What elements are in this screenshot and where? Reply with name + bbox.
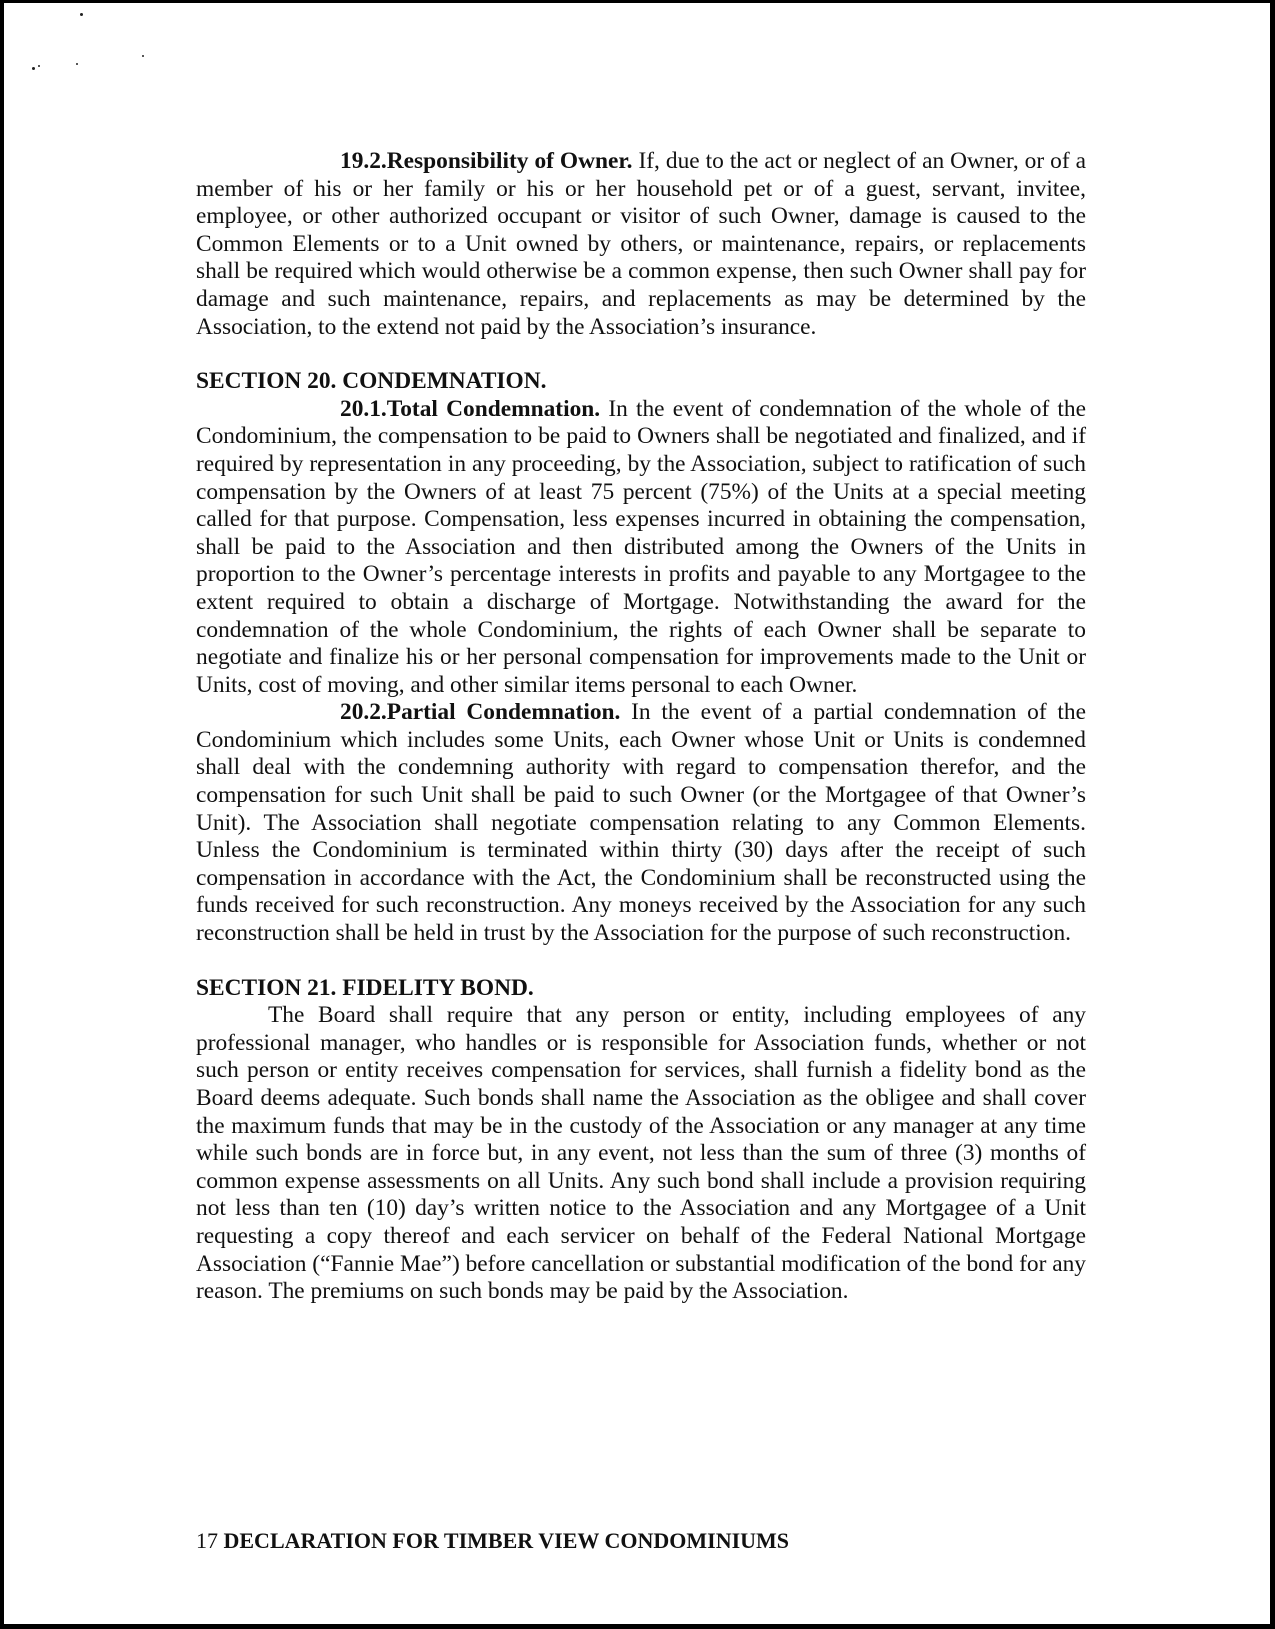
scan-speck [38, 65, 40, 67]
paragraph-text: In the event of a partial condemnation of the Condominium which includes some Units, each Owner whose Unit or Units is condemned shall deal with the condemning authority with regard to compensation therefor, and the compensation for such Unit shall be paid to such Owner (or the Mortgagee of that Owner’s Unit). The Association shall negotiate compensation relating to any Common Elements. Unless the Condominium is terminated within thirty (30) days after the receipt of such compensation in accordance with the Act, the Condominium shall be reconstructed using the funds received for such reconstruction. Any moneys received by the Association for any such reconstruction shall be held in trust by the Association for the purpose of such reconstruction. [196, 699, 1086, 947]
scan-speck [142, 55, 144, 57]
document-title: DECLARATION FOR TIMBER VIEW CONDOMINIUMS [223, 1528, 790, 1553]
paragraph-text: If, due to the act or neglect of an Owner, or of a member of his or her family or his or her household pet or of a guest, servant, invitee, employee, or other authorized occupant or visitor of such Owner, damage is caused to the Common Elements or to a Unit owned by others, or maintenance, repairs, or replacements shall be required which would otherwise be a common expense, then such Owner shall pay for damage and such maintenance, repairs, and replacements as may be determined by the Association, to the extend not paid by the Association’s insurance. [196, 148, 1087, 340]
document-page [4, 3, 1270, 1624]
paragraph-20-2 [196, 699, 1086, 947]
paragraph-21: The Board shall require that any person or entity, including employees of any professional manager, who handles or is responsible for Association funds, whether or not such person or entity receives compensation for services, shall furnish a fidelity bond as the Board deems adequate. Such bonds shall name the Association as the obligee and shall cover the maximum funds that may be in the custody of the Association or any manager at any time while such bonds are in force but, in any event, not less than the sum of three (3) months of common expense assessments on all Units. Any such bond shall include a provision requiring not less than ten (10) day’s written notice to the Association and any Mortgagee of a Unit requesting a copy thereof and each servicer on behalf of the Federal National Mortgage Association (“Fannie Mae”) before cancellation or substantial modification of the bond for any reason. The premiums on such bonds may be paid by the Association. [196, 1002, 1086, 1305]
paragraph-title: Total Condemnation. [386, 395, 601, 422]
section-21-heading: SECTION 21. FIDELITY BOND. [196, 974, 534, 1001]
document-body [196, 148, 1086, 1306]
section-number: 20.1. [340, 395, 387, 422]
paragraph-text: In the event of condemnation of the whole of the Condominium, the compensation to be paid to Owners shall be negotiated and finalized, and if required by representation in any proceeding, by the Association, subject to ratification of such compensation by the Owners of at least 75 percent (75%) of the Units at a special meeting called for that purpose. Compensation, less expenses incurred in obtaining the compensation, shall be paid to the Association and then distributed among the Owners of the Units in proportion to the Owner’s percentage interests in profits and payable to any Mortgagee to the extent required to obtain a discharge of Mortgage. Notwithstanding the award for the condemnation of the whole Condominium, the rights of each Owner shall be separate to negotiate and finalize his or her personal compensation for improvements made to the Unit or Units, cost of moving, and other similar items personal to each Owner. [196, 395, 1087, 698]
page-number: 17 [196, 1528, 218, 1553]
section-number: 20.2. [340, 699, 387, 726]
paragraph-title: Responsibility of Owner. [386, 148, 633, 174]
paragraph-19-2 [196, 148, 1086, 341]
page-footer [196, 1528, 789, 1554]
section-number: 19.2. [340, 148, 387, 174]
scan-speck [80, 13, 83, 16]
scan-speck [76, 63, 78, 65]
paragraph-title: Partial Condemnation. [386, 699, 621, 726]
scan-speck [32, 67, 35, 70]
paragraph-20-1 [196, 396, 1086, 700]
section-20-heading: SECTION 20. CONDEMNATION. [196, 368, 547, 395]
